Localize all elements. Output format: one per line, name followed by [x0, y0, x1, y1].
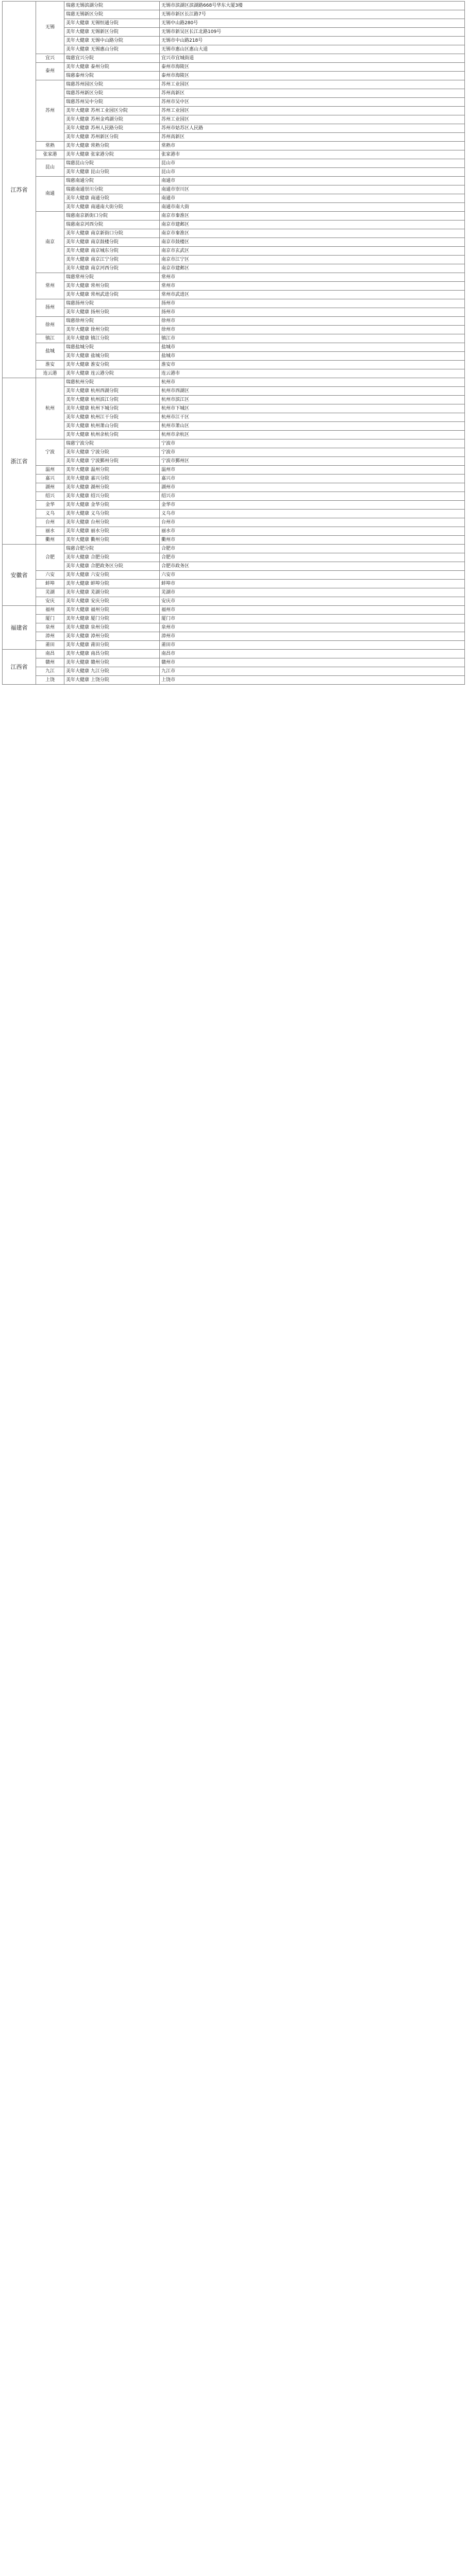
branch-name-cell: 美年大健康 南京鼓楼分院	[64, 238, 160, 247]
city-cell: 镇江	[36, 334, 64, 343]
branch-address-cell: 台州市	[160, 518, 465, 527]
branch-name-cell: 瑞慈泰州分院	[64, 72, 160, 80]
branch-name-cell: 美年大健康 泉州分院	[64, 623, 160, 632]
branch-address-cell: 无锡市滨湖区滨湖路668号华东大厦3楼	[160, 2, 465, 10]
branch-address-cell: 南京市江宁区	[160, 256, 465, 264]
branch-name-cell: 美年大健康 湖州分院	[64, 483, 160, 492]
branch-name-cell: 美年大健康 泰州分院	[64, 63, 160, 72]
table-row	[3, 308, 465, 317]
branch-name-cell: 瑞慈南京新街口分院	[64, 212, 160, 221]
table-row	[3, 623, 465, 632]
branch-address-cell: 漳州市	[160, 632, 465, 641]
branch-name-cell: 美年大健康 杭州下城分院	[64, 404, 160, 413]
branch-address-cell: 扬州市	[160, 308, 465, 317]
table-row	[3, 326, 465, 334]
branch-address-cell: 宁波市	[160, 439, 465, 448]
branch-address-cell: 杭州市下城区	[160, 404, 465, 413]
branch-name-cell: 美年大健康 淮安分院	[64, 361, 160, 369]
branch-address-cell: 无锡市中山路218号	[160, 37, 465, 45]
branch-address-cell: 苏州市姑苏区人民路	[160, 124, 465, 133]
city-cell: 杭州	[36, 378, 64, 439]
branch-name-cell: 美年大健康 绍兴分院	[64, 492, 160, 501]
table-row	[3, 317, 465, 326]
branch-address-cell: 绍兴市	[160, 492, 465, 501]
city-cell: 常州	[36, 273, 64, 299]
table-row	[3, 387, 465, 396]
branch-name-cell: 瑞慈无锡新区分院	[64, 10, 160, 19]
branch-address-cell: 衢州市	[160, 536, 465, 545]
branch-name-cell: 美年大健康 苏州人民路分院	[64, 124, 160, 133]
city-cell: 盐城	[36, 343, 64, 361]
branch-name-cell: 美年大健康 合肥政务区分院	[64, 562, 160, 571]
branch-address-cell: 杭州市萧山区	[160, 422, 465, 431]
branch-address-cell: 南京市鼓楼区	[160, 238, 465, 247]
city-cell: 宁波	[36, 439, 64, 466]
branch-address-cell: 九江市	[160, 667, 465, 676]
table-row	[3, 159, 465, 168]
branch-name-cell: 美年大健康 安庆分院	[64, 597, 160, 606]
branch-name-cell: 瑞慈宜兴分院	[64, 54, 160, 63]
branch-address-cell: 张家港市	[160, 150, 465, 159]
branch-address-cell: 常州市	[160, 273, 465, 282]
branch-name-cell: 美年大健康 无锡中山路分院	[64, 37, 160, 45]
branch-address-cell: 六安市	[160, 571, 465, 580]
table-row	[3, 615, 465, 623]
table-row	[3, 378, 465, 387]
branch-name-cell: 美年大健康 衢州分院	[64, 536, 160, 545]
city-cell: 无锡	[36, 2, 64, 54]
branch-name-cell: 瑞慈苏州园区分院	[64, 80, 160, 89]
table-row	[3, 282, 465, 291]
table-row	[3, 510, 465, 518]
branch-name-cell: 美年大健康 宁波分院	[64, 448, 160, 457]
table-row	[3, 264, 465, 273]
table-row	[3, 229, 465, 238]
table-row	[3, 597, 465, 606]
branch-name-cell: 美年大健康 南京江宁分院	[64, 256, 160, 264]
branch-name-cell: 美年大健康 金华分院	[64, 501, 160, 510]
table-row	[3, 536, 465, 545]
branch-name-cell: 美年大健康 常州分院	[64, 282, 160, 291]
city-cell: 合肥	[36, 545, 64, 571]
branch-address-cell: 合肥市政务区	[160, 562, 465, 571]
table-row	[3, 19, 465, 28]
table-row	[3, 439, 465, 448]
table-row	[3, 63, 465, 72]
branch-address-cell: 宜兴市宜城街道	[160, 54, 465, 63]
city-cell: 张家港	[36, 150, 64, 159]
city-cell: 绍兴	[36, 492, 64, 501]
table-row	[3, 553, 465, 562]
branch-name-cell: 美年大健康 丽水分院	[64, 527, 160, 536]
city-cell: 漳州	[36, 632, 64, 641]
branch-address-cell: 义乌市	[160, 510, 465, 518]
branch-address-cell: 丽水市	[160, 527, 465, 536]
branch-address-cell: 泉州市	[160, 623, 465, 632]
branch-name-cell: 美年大健康 扬州分院	[64, 308, 160, 317]
table-row	[3, 606, 465, 615]
branch-address-cell: 厦门市	[160, 615, 465, 623]
table-row	[3, 177, 465, 185]
branch-name-cell: 美年大健康 漳州分院	[64, 632, 160, 641]
branch-address-cell: 连云港市	[160, 369, 465, 378]
branch-address-cell: 杭州市西湖区	[160, 387, 465, 396]
branch-address-cell: 南通市	[160, 194, 465, 203]
branch-name-cell: 瑞慈昆山分院	[64, 159, 160, 168]
branch-name-cell: 美年大健康 苏州金鸡湖分院	[64, 115, 160, 124]
city-cell: 徐州	[36, 317, 64, 334]
table-row	[3, 291, 465, 299]
branch-address-cell: 淮安市	[160, 361, 465, 369]
table-row	[3, 37, 465, 45]
branch-address-cell: 杭州市余杭区	[160, 431, 465, 439]
table-row	[3, 212, 465, 221]
branch-address-cell: 蚌埠市	[160, 580, 465, 588]
branch-address-cell: 泰州市海陵区	[160, 72, 465, 80]
branch-address-cell: 南京市玄武区	[160, 247, 465, 256]
branch-address-cell: 南京市建邺区	[160, 264, 465, 273]
branch-address-cell: 无锡中山路280号	[160, 19, 465, 28]
branch-name-cell: 美年大健康 上饶分院	[64, 676, 160, 685]
city-cell: 芜湖	[36, 588, 64, 597]
branch-address-cell: 宁波市	[160, 448, 465, 457]
branch-name-cell: 瑞慈南通分院	[64, 177, 160, 185]
table-row	[3, 492, 465, 501]
branch-name-cell: 美年大健康 六安分院	[64, 571, 160, 580]
city-cell: 义乌	[36, 510, 64, 518]
branch-name-cell: 瑞慈杭州分院	[64, 378, 160, 387]
table-row	[3, 641, 465, 650]
city-cell: 六安	[36, 571, 64, 580]
city-cell: 赣州	[36, 658, 64, 667]
table-row	[3, 588, 465, 597]
branch-address-cell: 昆山市	[160, 159, 465, 168]
table-row	[3, 247, 465, 256]
table-row	[3, 466, 465, 474]
table-row	[3, 658, 465, 667]
branch-address-cell: 安庆市	[160, 597, 465, 606]
city-cell: 厦门	[36, 615, 64, 623]
branch-address-cell: 常州市	[160, 282, 465, 291]
city-cell: 丽水	[36, 527, 64, 536]
table-row	[3, 518, 465, 527]
branch-address-cell: 上饶市	[160, 676, 465, 685]
branch-name-cell: 美年大健康 苏州新区分院	[64, 133, 160, 142]
city-cell: 常熟	[36, 142, 64, 150]
branch-name-cell: 美年大健康 蚌埠分院	[64, 580, 160, 588]
branch-directory-sheet	[2, 1, 465, 685]
branch-name-cell: 美年大健康 芜湖分院	[64, 588, 160, 597]
table-row	[3, 667, 465, 676]
branch-address-cell: 金华市	[160, 501, 465, 510]
branch-address-cell: 徐州市	[160, 326, 465, 334]
table-row	[3, 343, 465, 352]
branch-name-cell: 美年大健康 无锡恒通分院	[64, 19, 160, 28]
table-row	[3, 431, 465, 439]
branch-name-cell: 美年大健康 台州分院	[64, 518, 160, 527]
branch-address-cell: 苏州市吴中区	[160, 98, 465, 107]
branch-name-cell: 美年大健康 合肥分院	[64, 553, 160, 562]
city-cell: 南通	[36, 177, 64, 212]
city-cell: 安庆	[36, 597, 64, 606]
city-cell: 泉州	[36, 623, 64, 632]
table-row	[3, 194, 465, 203]
table-row	[3, 299, 465, 308]
table-row	[3, 483, 465, 492]
branch-name-cell: 美年大健康 南通南大街分院	[64, 203, 160, 212]
province-cell: 浙江省	[3, 378, 36, 545]
branch-address-cell: 无锡市新区长江路7号	[160, 10, 465, 19]
branch-address-cell: 杭州市	[160, 378, 465, 387]
branch-address-cell: 嘉兴市	[160, 474, 465, 483]
branch-name-cell: 美年大健康 杭州江干分院	[64, 413, 160, 422]
city-cell: 宜兴	[36, 54, 64, 63]
branch-address-cell: 苏州高新区	[160, 89, 465, 98]
branch-name-cell: 瑞慈南通崇川分院	[64, 185, 160, 194]
table-row	[3, 2, 465, 10]
table-row	[3, 457, 465, 466]
branch-address-cell: 南京市建邺区	[160, 221, 465, 229]
branch-name-cell: 美年大健康 南昌分院	[64, 650, 160, 658]
branch-address-cell: 合肥市	[160, 553, 465, 562]
city-cell: 温州	[36, 466, 64, 474]
table-row	[3, 89, 465, 98]
table-row	[3, 527, 465, 536]
branch-address-cell: 苏州工业园区	[160, 80, 465, 89]
branch-name-cell: 美年大健康 杭州滨江分院	[64, 396, 160, 404]
table-row	[3, 124, 465, 133]
table-row	[3, 369, 465, 378]
table-row	[3, 413, 465, 422]
branch-name-cell: 美年大健康 南通分院	[64, 194, 160, 203]
branch-address-cell: 苏州工业园区	[160, 107, 465, 115]
city-cell: 扬州	[36, 299, 64, 317]
branch-address-cell: 盐城市	[160, 352, 465, 361]
table-row	[3, 632, 465, 641]
city-cell: 泰州	[36, 63, 64, 80]
branch-name-cell: 美年大健康 福州分院	[64, 606, 160, 615]
branch-directory-table	[2, 1, 465, 685]
table-row	[3, 334, 465, 343]
branch-name-cell: 瑞慈南京河西分院	[64, 221, 160, 229]
branch-name-cell: 美年大健康 镇江分院	[64, 334, 160, 343]
branch-name-cell: 美年大健康 昆山分院	[64, 168, 160, 177]
table-row	[3, 474, 465, 483]
branch-address-cell: 扬州市	[160, 299, 465, 308]
table-row	[3, 571, 465, 580]
table-row	[3, 185, 465, 194]
branch-address-cell: 常熟市	[160, 142, 465, 150]
branch-name-cell: 美年大健康 莆田分院	[64, 641, 160, 650]
table-row	[3, 448, 465, 457]
branch-address-cell: 南通市	[160, 177, 465, 185]
table-row	[3, 238, 465, 247]
table-row	[3, 45, 465, 54]
city-cell: 上饶	[36, 676, 64, 685]
branch-name-cell: 瑞慈苏州吴中分院	[64, 98, 160, 107]
branch-name-cell: 美年大健康 张家港分院	[64, 150, 160, 159]
city-cell: 连云港	[36, 369, 64, 378]
province-cell: 安徽省	[3, 545, 36, 606]
branch-address-cell: 南昌市	[160, 650, 465, 658]
branch-name-cell: 美年大健康 连云港分院	[64, 369, 160, 378]
branch-name-cell: 美年大健康 杭州西湖分院	[64, 387, 160, 396]
city-cell: 金华	[36, 501, 64, 510]
branch-address-cell: 昆山市	[160, 168, 465, 177]
city-cell: 嘉兴	[36, 474, 64, 483]
branch-address-cell: 南京市秦淮区	[160, 229, 465, 238]
branch-address-cell: 温州市	[160, 466, 465, 474]
table-row	[3, 545, 465, 553]
table-row	[3, 10, 465, 19]
table-row	[3, 133, 465, 142]
table-row	[3, 650, 465, 658]
branch-name-cell: 美年大健康 苏州工业园区分院	[64, 107, 160, 115]
branch-address-cell: 徐州市	[160, 317, 465, 326]
table-row	[3, 676, 465, 685]
table-row	[3, 404, 465, 413]
branch-name-cell: 瑞慈无锡滨湖分院	[64, 2, 160, 10]
table-row	[3, 562, 465, 571]
branch-name-cell: 美年大健康 盐城分院	[64, 352, 160, 361]
city-cell: 衢州	[36, 536, 64, 545]
branch-name-cell: 美年大健康 杭州余杭分院	[64, 431, 160, 439]
table-row	[3, 361, 465, 369]
province-cell: 江苏省	[3, 2, 36, 378]
city-cell: 南京	[36, 212, 64, 273]
city-cell: 苏州	[36, 80, 64, 142]
table-row	[3, 54, 465, 63]
branch-name-cell: 瑞慈扬州分院	[64, 299, 160, 308]
branch-name-cell: 美年大健康 杭州萧山分院	[64, 422, 160, 431]
branch-address-cell: 合肥市	[160, 545, 465, 553]
table-row	[3, 256, 465, 264]
branch-address-cell: 莆田市	[160, 641, 465, 650]
table-row	[3, 150, 465, 159]
branch-name-cell: 美年大健康 义乌分院	[64, 510, 160, 518]
table-row	[3, 168, 465, 177]
branch-name-cell: 美年大健康 温州分院	[64, 466, 160, 474]
branch-address-cell: 芜湖市	[160, 588, 465, 597]
branch-address-cell: 苏州工业园区	[160, 115, 465, 124]
table-row	[3, 203, 465, 212]
branch-address-cell: 福州市	[160, 606, 465, 615]
branch-address-cell: 南京市秦淮区	[160, 212, 465, 221]
branch-address-cell: 杭州市滨江区	[160, 396, 465, 404]
table-row	[3, 98, 465, 107]
branch-name-cell: 瑞慈苏州新区分院	[64, 89, 160, 98]
table-row	[3, 352, 465, 361]
branch-name-cell: 美年大健康 无锡惠山分院	[64, 45, 160, 54]
branch-name-cell: 美年大健康 南京新街口分院	[64, 229, 160, 238]
branch-name-cell: 美年大健康 无锡新区分院	[64, 28, 160, 37]
city-cell: 福州	[36, 606, 64, 615]
branch-name-cell: 美年大健康 南京城东分院	[64, 247, 160, 256]
branch-name-cell: 美年大健康 徐州分院	[64, 326, 160, 334]
table-row	[3, 396, 465, 404]
branch-name-cell: 瑞慈徐州分院	[64, 317, 160, 326]
province-cell: 江西省	[3, 650, 36, 685]
branch-address-cell: 南通市南大街	[160, 203, 465, 212]
branch-address-cell: 苏州高新区	[160, 133, 465, 142]
table-row	[3, 72, 465, 80]
city-cell: 莆田	[36, 641, 64, 650]
city-cell: 台州	[36, 518, 64, 527]
branch-name-cell: 瑞慈盐城分院	[64, 343, 160, 352]
city-cell: 蚌埠	[36, 580, 64, 588]
branch-address-cell: 无锡市惠山区惠山大道	[160, 45, 465, 54]
branch-address-cell: 盐城市	[160, 343, 465, 352]
table-row	[3, 142, 465, 150]
city-cell: 昆山	[36, 159, 64, 177]
branch-name-cell: 美年大健康 宁波鄞州分院	[64, 457, 160, 466]
city-cell: 南昌	[36, 650, 64, 658]
province-cell: 福建省	[3, 606, 36, 650]
branch-directory-rows	[3, 2, 465, 685]
branch-name-cell: 美年大健康 赣州分院	[64, 658, 160, 667]
branch-name-cell: 瑞慈常州分院	[64, 273, 160, 282]
table-row	[3, 422, 465, 431]
table-row	[3, 107, 465, 115]
table-row	[3, 80, 465, 89]
branch-address-cell: 镇江市	[160, 334, 465, 343]
branch-name-cell: 美年大健康 常州武进分院	[64, 291, 160, 299]
branch-name-cell: 瑞慈宁波分院	[64, 439, 160, 448]
table-row	[3, 580, 465, 588]
table-row	[3, 501, 465, 510]
branch-address-cell: 泰州市海陵区	[160, 63, 465, 72]
city-cell: 湖州	[36, 483, 64, 492]
branch-address-cell: 杭州市江干区	[160, 413, 465, 422]
branch-address-cell: 宁波市鄞州区	[160, 457, 465, 466]
city-cell: 淮安	[36, 361, 64, 369]
branch-address-cell: 南通市崇川区	[160, 185, 465, 194]
branch-address-cell: 常州市武进区	[160, 291, 465, 299]
branch-address-cell: 无锡市新吴区长江北路109号	[160, 28, 465, 37]
branch-name-cell: 瑞慈合肥分院	[64, 545, 160, 553]
branch-address-cell: 赣州市	[160, 658, 465, 667]
table-row	[3, 221, 465, 229]
table-row	[3, 273, 465, 282]
branch-name-cell: 美年大健康 南京河西分院	[64, 264, 160, 273]
table-row	[3, 115, 465, 124]
city-cell: 九江	[36, 667, 64, 676]
branch-name-cell: 美年大健康 厦门分院	[64, 615, 160, 623]
table-row	[3, 28, 465, 37]
branch-name-cell: 美年大健康 九江分院	[64, 667, 160, 676]
branch-name-cell: 美年大健康 嘉兴分院	[64, 474, 160, 483]
branch-name-cell: 美年大健康 常熟分院	[64, 142, 160, 150]
branch-address-cell: 湖州市	[160, 483, 465, 492]
